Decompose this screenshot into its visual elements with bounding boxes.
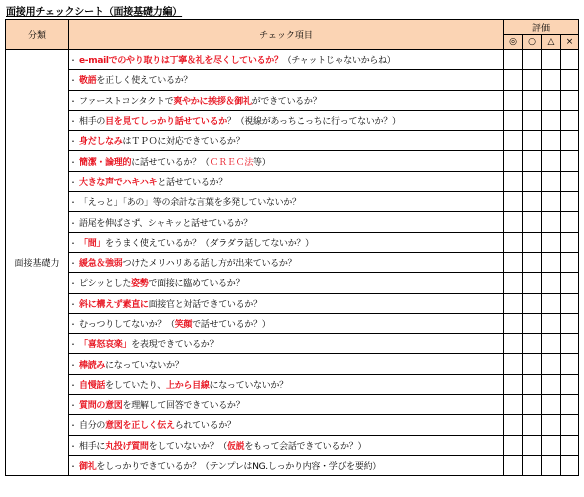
bullet: ・ xyxy=(69,441,77,451)
check-item xyxy=(69,192,504,212)
eval-cell-circle[interactable] xyxy=(523,110,542,130)
eval-cell-circle[interactable] xyxy=(523,415,542,435)
eval-cell-cross[interactable] xyxy=(561,455,579,475)
item-text: をうまく使えているか？（ダラダラ話してないか？） xyxy=(105,238,314,249)
item-highlight: 意図を正しく伝え xyxy=(105,421,175,432)
item-highlight: 「間」 xyxy=(79,238,106,249)
item-highlight: 簡潔・論理的 xyxy=(79,157,132,168)
eval-cell-triangle[interactable] xyxy=(542,395,561,415)
eval-cell-cross[interactable] xyxy=(561,415,579,435)
eval-cell-double-circle[interactable] xyxy=(504,131,523,151)
item-text: つけたメリハリある話し方が出来ているか？ xyxy=(122,259,297,270)
item-highlight: 自慢話 xyxy=(79,380,106,391)
item-text: をしっかりできているか？（テンプレはNG.しっかり内容・学びを要約） xyxy=(96,462,381,473)
item-highlight: 緩急＆強弱 xyxy=(79,259,123,270)
eval-cell-triangle[interactable] xyxy=(542,90,561,110)
check-item xyxy=(69,70,504,90)
item-text: 自分の xyxy=(79,421,106,432)
bullet: ・ xyxy=(69,218,77,228)
table-row xyxy=(6,232,579,252)
bullet: ・ xyxy=(69,56,77,66)
eval-cell-circle[interactable] xyxy=(523,131,542,151)
item-highlight: 上から目線 xyxy=(166,380,210,391)
eval-cell-double-circle[interactable] xyxy=(504,455,523,475)
eval-cell-double-circle[interactable] xyxy=(504,334,523,354)
eval-cell-cross[interactable] xyxy=(561,232,579,252)
item-text: ができているか？ xyxy=(251,96,322,107)
eval-cell-triangle[interactable] xyxy=(542,354,561,374)
eval-cell-double-circle[interactable] xyxy=(504,273,523,293)
eval-cell-triangle[interactable] xyxy=(542,435,561,455)
eval-cell-double-circle[interactable] xyxy=(504,293,523,313)
item-text: 等） xyxy=(253,157,271,168)
item-highlight: 仮説 xyxy=(226,441,245,452)
bullet: ・ xyxy=(69,198,77,208)
check-item xyxy=(69,313,504,333)
item-highlight: 敬語 xyxy=(79,76,97,87)
eval-mark-triangle: △ xyxy=(542,35,561,50)
check-item xyxy=(69,90,504,110)
eval-cell-double-circle[interactable] xyxy=(504,192,523,212)
table-row xyxy=(6,131,579,151)
item-text: 「えっと」「あの」等の余計な言葉を多発していないか？ xyxy=(79,198,301,209)
item-text: 相手の xyxy=(79,117,106,128)
checklist-table xyxy=(5,19,579,476)
table-row xyxy=(6,171,579,191)
eval-cell-circle[interactable] xyxy=(523,455,542,475)
item-text: られているか？ xyxy=(174,421,236,432)
eval-cell-triangle[interactable] xyxy=(542,293,561,313)
item-highlight: 姿勢 xyxy=(131,279,149,290)
table-row xyxy=(6,354,579,374)
eval-mark-cross: × xyxy=(561,35,579,50)
item-highlight: 目を見てしっかり話せているか xyxy=(105,117,227,128)
bullet: ・ xyxy=(69,421,77,431)
table-row xyxy=(6,313,579,333)
item-text: はＴＰＯに対応できているか？ xyxy=(122,137,245,148)
table-row xyxy=(6,110,579,130)
table-row xyxy=(6,192,579,212)
check-item xyxy=(69,415,504,435)
table-row xyxy=(6,212,579,232)
check-item xyxy=(69,374,504,394)
item-highlight: 斜に構えず素直に xyxy=(79,299,149,310)
eval-cell-triangle[interactable] xyxy=(542,171,561,191)
table-row xyxy=(6,293,579,313)
eval-cell-circle[interactable] xyxy=(523,151,542,171)
eval-cell-circle[interactable] xyxy=(523,252,542,272)
bullet: ・ xyxy=(69,96,77,106)
item-text: をしていたり、 xyxy=(105,380,167,391)
bullet: ・ xyxy=(69,401,77,411)
eval-cell-circle[interactable] xyxy=(523,50,542,70)
table-row xyxy=(6,334,579,354)
item-text: になっていないか？ xyxy=(209,380,288,391)
check-item xyxy=(69,212,504,232)
eval-cell-cross[interactable] xyxy=(561,354,579,374)
check-item xyxy=(69,354,504,374)
eval-cell-triangle[interactable] xyxy=(542,273,561,293)
eval-cell-double-circle[interactable] xyxy=(504,151,523,171)
eval-cell-circle[interactable] xyxy=(523,334,542,354)
table-row xyxy=(6,50,579,70)
eval-cell-triangle[interactable] xyxy=(542,110,561,130)
eval-cell-triangle[interactable] xyxy=(542,374,561,394)
check-item xyxy=(69,395,504,415)
eval-cell-cross[interactable] xyxy=(561,131,579,151)
eval-cell-cross[interactable] xyxy=(561,212,579,232)
eval-mark-circle: ○ xyxy=(523,35,542,50)
table-row xyxy=(6,252,579,272)
table-row xyxy=(6,273,579,293)
eval-cell-triangle[interactable] xyxy=(542,192,561,212)
item-text: ファーストコンタクトで xyxy=(79,96,174,107)
eval-cell-double-circle[interactable] xyxy=(504,374,523,394)
eval-cell-triangle[interactable] xyxy=(542,415,561,435)
eval-cell-cross[interactable] xyxy=(561,395,579,415)
bullet: ・ xyxy=(69,259,77,269)
item-text: に話せているか？（ xyxy=(131,157,210,168)
check-item xyxy=(69,232,504,252)
eval-cell-circle[interactable] xyxy=(523,354,542,374)
eval-cell-double-circle[interactable] xyxy=(504,50,523,70)
bullet: ・ xyxy=(69,360,77,370)
check-item xyxy=(69,273,504,293)
bullet: ・ xyxy=(69,238,77,248)
eval-cell-circle[interactable] xyxy=(523,313,542,333)
table-row xyxy=(6,415,579,435)
bullet: ・ xyxy=(69,320,77,329)
eval-cell-circle[interactable] xyxy=(523,232,542,252)
item-text: で面接に臨めているか？ xyxy=(148,279,245,290)
check-item xyxy=(69,171,504,191)
eval-cell-triangle[interactable] xyxy=(542,131,561,151)
eval-cell-triangle[interactable] xyxy=(542,50,561,70)
eval-cell-triangle[interactable] xyxy=(542,252,561,272)
eval-cell-double-circle[interactable] xyxy=(504,252,523,272)
evaluation-header: 評価 xyxy=(504,20,579,35)
eval-cell-double-circle[interactable] xyxy=(504,313,523,333)
bullet: ・ xyxy=(69,76,77,86)
item-text: 相手に xyxy=(79,441,106,452)
check-item xyxy=(69,435,504,455)
item-highlight: e-mailでのやり取りは丁寧＆礼を尽くしているか？ xyxy=(79,56,283,67)
item-text: （チャットじゃないからね） xyxy=(282,56,396,67)
eval-cell-triangle[interactable] xyxy=(542,334,561,354)
item-highlight: 棒読み xyxy=(79,360,106,371)
item-highlight: 笑顔 xyxy=(174,320,193,330)
bullet: ・ xyxy=(69,380,77,390)
bullet: ・ xyxy=(69,137,77,147)
eval-cell-triangle[interactable] xyxy=(542,70,561,90)
eval-cell-double-circle[interactable] xyxy=(504,110,523,130)
item-highlight: 爽やかに挨拶＆御礼 xyxy=(173,96,252,107)
check-item xyxy=(69,131,504,151)
eval-cell-circle[interactable] xyxy=(523,273,542,293)
item-text: を表現できているか？ xyxy=(131,340,219,351)
bullet: ・ xyxy=(69,117,77,127)
item-text: 語尾を伸ばさず、シャキッと話せているか？ xyxy=(79,218,252,229)
eval-cell-double-circle[interactable] xyxy=(504,232,523,252)
bullet: ・ xyxy=(69,279,77,289)
table-row xyxy=(6,435,579,455)
eval-cell-triangle[interactable] xyxy=(542,455,561,475)
check-item xyxy=(69,252,504,272)
item-header: チェック項目 xyxy=(69,20,504,50)
eval-cell-triangle[interactable] xyxy=(542,151,561,171)
eval-cell-circle[interactable] xyxy=(523,293,542,313)
eval-cell-double-circle[interactable] xyxy=(504,415,523,435)
table-row xyxy=(6,151,579,171)
eval-cell-cross[interactable] xyxy=(561,313,579,333)
item-highlight: 「喜怒哀楽」 xyxy=(79,340,132,351)
check-item xyxy=(69,293,504,313)
eval-cell-cross[interactable] xyxy=(561,110,579,130)
eval-cell-cross[interactable] xyxy=(561,90,579,110)
eval-cell-circle[interactable] xyxy=(523,395,542,415)
category-header: 分類 xyxy=(6,20,69,50)
check-item xyxy=(69,110,504,130)
item-text: になっていないか？ xyxy=(105,360,184,371)
eval-cell-cross[interactable] xyxy=(561,50,579,70)
bullet: ・ xyxy=(69,157,77,167)
item-highlight: 御礼 xyxy=(79,462,97,473)
category-cell: 面接基礎力 xyxy=(6,50,69,476)
item-text: で話せているか？） xyxy=(192,320,271,330)
item-highlight: 大きな声でハキハキ xyxy=(79,177,158,188)
item-text: ？（視線があっちこっちに行ってないか？） xyxy=(226,117,401,128)
eval-cell-cross[interactable] xyxy=(561,334,579,354)
eval-cell-triangle[interactable] xyxy=(542,313,561,333)
table-row xyxy=(6,374,579,394)
eval-cell-cross[interactable] xyxy=(561,252,579,272)
eval-cell-double-circle[interactable] xyxy=(504,90,523,110)
eval-mark-double-circle: ◎ xyxy=(504,35,523,50)
item-highlight: 質問の意図 xyxy=(79,401,123,412)
eval-cell-cross[interactable] xyxy=(561,171,579,191)
item-text: むっつりしてないか？（ xyxy=(79,320,175,330)
eval-cell-circle[interactable] xyxy=(523,90,542,110)
eval-cell-cross[interactable] xyxy=(561,192,579,212)
check-item xyxy=(69,151,504,171)
item-highlight: ＣＲＥＣ法 xyxy=(209,157,254,168)
eval-cell-circle[interactable] xyxy=(523,171,542,191)
item-text: ピシッとした xyxy=(79,279,132,290)
item-highlight: 身だしなみ xyxy=(79,137,123,148)
item-text: を正しく使えているか？ xyxy=(96,76,193,87)
eval-cell-double-circle[interactable] xyxy=(504,171,523,191)
eval-cell-double-circle[interactable] xyxy=(504,354,523,374)
table-row xyxy=(6,90,579,110)
bullet: ・ xyxy=(69,340,77,350)
eval-cell-cross[interactable] xyxy=(561,435,579,455)
eval-cell-double-circle[interactable] xyxy=(504,212,523,232)
check-item xyxy=(69,50,504,70)
eval-cell-triangle[interactable] xyxy=(542,232,561,252)
eval-cell-cross[interactable] xyxy=(561,293,579,313)
check-item xyxy=(69,455,504,475)
eval-cell-circle[interactable] xyxy=(523,212,542,232)
eval-cell-circle[interactable] xyxy=(523,70,542,90)
eval-cell-double-circle[interactable] xyxy=(504,435,523,455)
item-highlight: 丸投げ質問 xyxy=(105,441,149,452)
eval-cell-cross[interactable] xyxy=(561,273,579,293)
eval-cell-circle[interactable] xyxy=(523,435,542,455)
item-text: と話せているか？ xyxy=(157,177,227,188)
eval-cell-cross[interactable] xyxy=(561,70,579,90)
table-row xyxy=(6,395,579,415)
item-text: 面接官と対話できているか？ xyxy=(148,299,262,310)
eval-cell-double-circle[interactable] xyxy=(504,70,523,90)
eval-cell-circle[interactable] xyxy=(523,374,542,394)
item-text: をしていないか？（ xyxy=(148,441,227,452)
eval-cell-circle[interactable] xyxy=(523,192,542,212)
check-item xyxy=(69,334,504,354)
table-row xyxy=(6,70,579,90)
sheet-title: 面接用チェックシート（面接基礎力編） xyxy=(6,7,183,18)
bullet: ・ xyxy=(69,299,77,309)
item-text: を理解して回答できているか？ xyxy=(122,401,245,412)
eval-cell-triangle[interactable] xyxy=(542,212,561,232)
eval-cell-cross[interactable] xyxy=(561,151,579,171)
bullet: ・ xyxy=(69,177,77,187)
item-text: をもって会話できているか？） xyxy=(244,441,367,452)
eval-cell-double-circle[interactable] xyxy=(504,395,523,415)
bullet: ・ xyxy=(69,462,77,472)
eval-cell-cross[interactable] xyxy=(561,374,579,394)
table-row xyxy=(6,455,579,475)
